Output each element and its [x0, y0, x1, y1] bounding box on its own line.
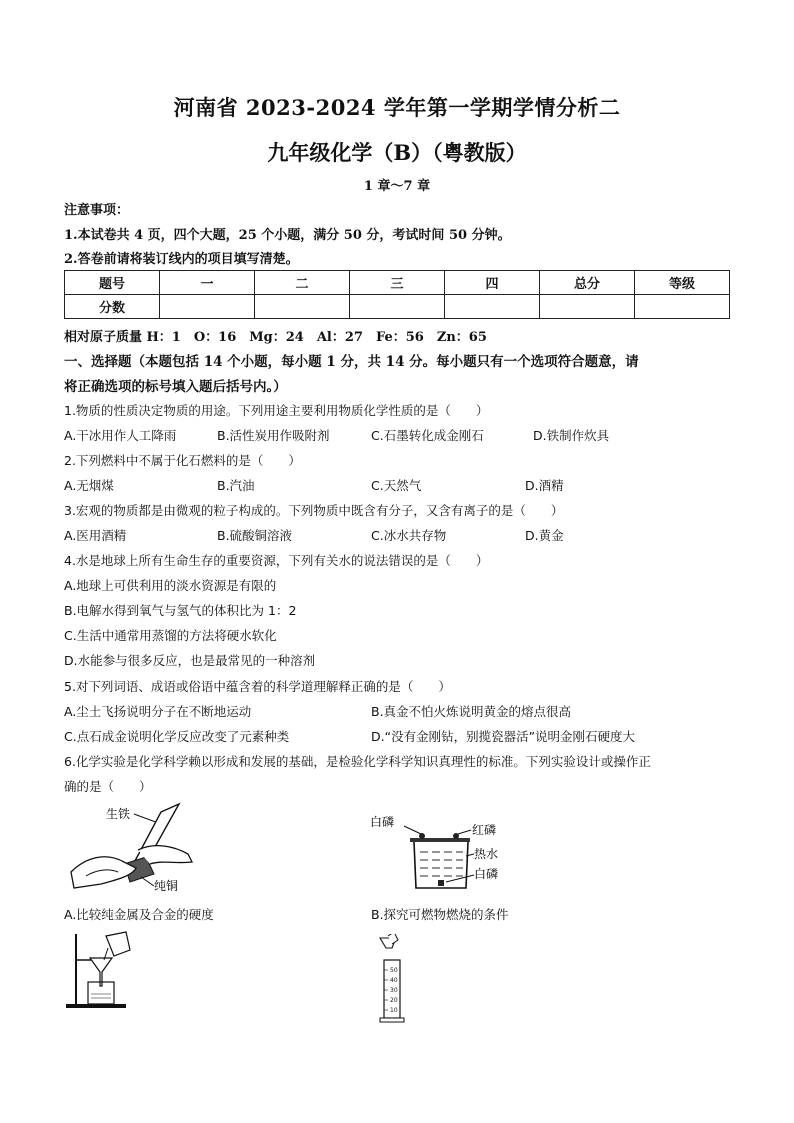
figure-combustion-setup	[370, 812, 520, 892]
table-cell: 分数	[65, 295, 160, 319]
score-table	[64, 270, 730, 319]
table-cell: 总分	[540, 271, 635, 295]
scale-label: 50	[390, 967, 398, 974]
exam-subtitle: 九年级化学（B）（粤教版）	[267, 140, 527, 165]
section-1-instructions: 一、选择题（本题包括 14 个小题，每小题 1 分，共 14 分。每小题只有一个选项符合题意，请	[64, 354, 639, 370]
q2-option-a: A.无烟煤	[64, 478, 114, 493]
label-white-phosphorus-bottom: 白磷	[474, 867, 499, 881]
score-input-cell[interactable]	[635, 295, 730, 319]
q5-option-b: B.真金不怕火炼说明黄金的熔点很高	[371, 704, 572, 719]
label-pure-copper: 纯铜	[154, 879, 179, 893]
score-table-score-row	[65, 295, 730, 319]
figure-graduated-cylinder	[372, 934, 412, 1026]
label-red-phosphorus: 红磷	[472, 823, 497, 837]
table-cell: 题号	[65, 271, 160, 295]
question-6-stem: 6.化学实验是化学科学赖以形成和发展的基础，是检验化学科学知识真理性的标准。下列实验设计或操作正	[64, 754, 651, 769]
table-cell: 等级	[635, 271, 730, 295]
score-input-cell[interactable]	[350, 295, 445, 319]
label-hot-water: 热水	[474, 847, 499, 861]
score-input-cell[interactable]	[445, 295, 540, 319]
table-cell: 四	[445, 271, 540, 295]
q1-option-a: A.干冰用作人工降雨	[64, 428, 177, 443]
q3-option-d: D.黄金	[525, 528, 564, 543]
q2-option-c: C.天然气	[371, 478, 422, 493]
q4-option-c: C.生活中通常用蒸馏的方法将硬水软化	[64, 628, 277, 643]
q1-option-c: C.石墨转化成金刚石	[371, 428, 484, 443]
figure-hardness-test	[66, 802, 196, 894]
scale-label: 20	[390, 997, 398, 1004]
q4-option-d: D.水能参与很多反应，也是最常见的一种溶剂	[64, 653, 316, 668]
table-cell: 一	[160, 271, 255, 295]
q3-option-c: C.冰水共存物	[371, 528, 447, 543]
table-cell: 二	[255, 271, 350, 295]
question-5-stem: 5.对下列词语、成语或俗语中蕴含着的科学道理解释正确的是（ ）	[64, 679, 451, 694]
q1-option-b: B.活性炭用作吸附剂	[217, 428, 330, 443]
q6-option-a: A.比较纯金属及合金的硬度	[64, 907, 214, 922]
q3-option-b: B.硫酸铜溶液	[217, 528, 293, 543]
question-3-stem: 3.宏观的物质都是由微观的粒子构成的。下列物质中既含有分子，又含有离子的是（ ）	[64, 503, 564, 518]
exam-title: 河南省 2023-2024 学年第一学期学情分析二	[173, 95, 621, 120]
notice-heading: 注意事项：	[64, 203, 130, 218]
figure-filtration	[64, 930, 142, 1010]
q5-option-d: D.“没有金刚钻，别揽瓷器活”说明金刚石硬度大	[371, 729, 636, 744]
table-cell: 三	[350, 271, 445, 295]
section-1-instructions-cont: 将正确选项的标号填入题后括号内。）	[64, 379, 287, 395]
question-4-stem: 4.水是地球上所有生命生存的重要资源，下列有关水的说法错误的是（ ）	[64, 553, 489, 568]
q4-option-a: A.地球上可供利用的淡水资源是有限的	[64, 578, 277, 593]
q5-option-c: C.点石成金说明化学反应改变了元素种类	[64, 729, 290, 744]
chapter-range: 1 章～7 章	[363, 179, 431, 194]
q3-option-a: A.医用酒精	[64, 528, 127, 543]
scale-label: 10	[390, 1007, 398, 1014]
label-pig-iron: 生铁	[106, 807, 131, 821]
notice-item-1: 1.本试卷共 4 页，四个大题，25 个小题，满分 50 分，考试时间 50 分钟。	[64, 228, 511, 243]
score-input-cell[interactable]	[540, 295, 635, 319]
notice-item-2: 2.答卷前请将装订线内的项目填写清楚。	[64, 252, 299, 267]
q5-option-a: A.尘土飞扬说明分子在不断地运动	[64, 704, 252, 719]
q4-option-b: B.电解水得到氧气与氢气的体积比为 1：2	[64, 603, 297, 618]
q1-option-d: D.铁制作炊具	[533, 428, 610, 443]
question-2-stem: 2.下列燃料中不属于化石燃料的是（ ）	[64, 453, 301, 468]
scale-label: 40	[390, 977, 398, 984]
score-table-header-row	[65, 271, 730, 295]
q2-option-d: D.酒精	[525, 478, 564, 493]
atomic-mass-line: 相对原子质量 H：1 O：16 Mg：24 Al：27 Fe：56 Zn：65	[64, 330, 487, 345]
question-6-stem-cont: 确的是（ ）	[64, 779, 152, 794]
label-white-phosphorus-top: 白磷	[370, 815, 395, 829]
q2-option-b: B.汽油	[217, 478, 255, 493]
score-input-cell[interactable]	[255, 295, 350, 319]
q6-option-b: B.探究可燃物燃烧的条件	[371, 907, 509, 922]
scale-label: 30	[390, 987, 398, 994]
question-1-stem: 1.物质的性质决定物质的用途。下列用途主要利用物质化学性质的是（ ）	[64, 403, 489, 418]
score-input-cell[interactable]	[160, 295, 255, 319]
